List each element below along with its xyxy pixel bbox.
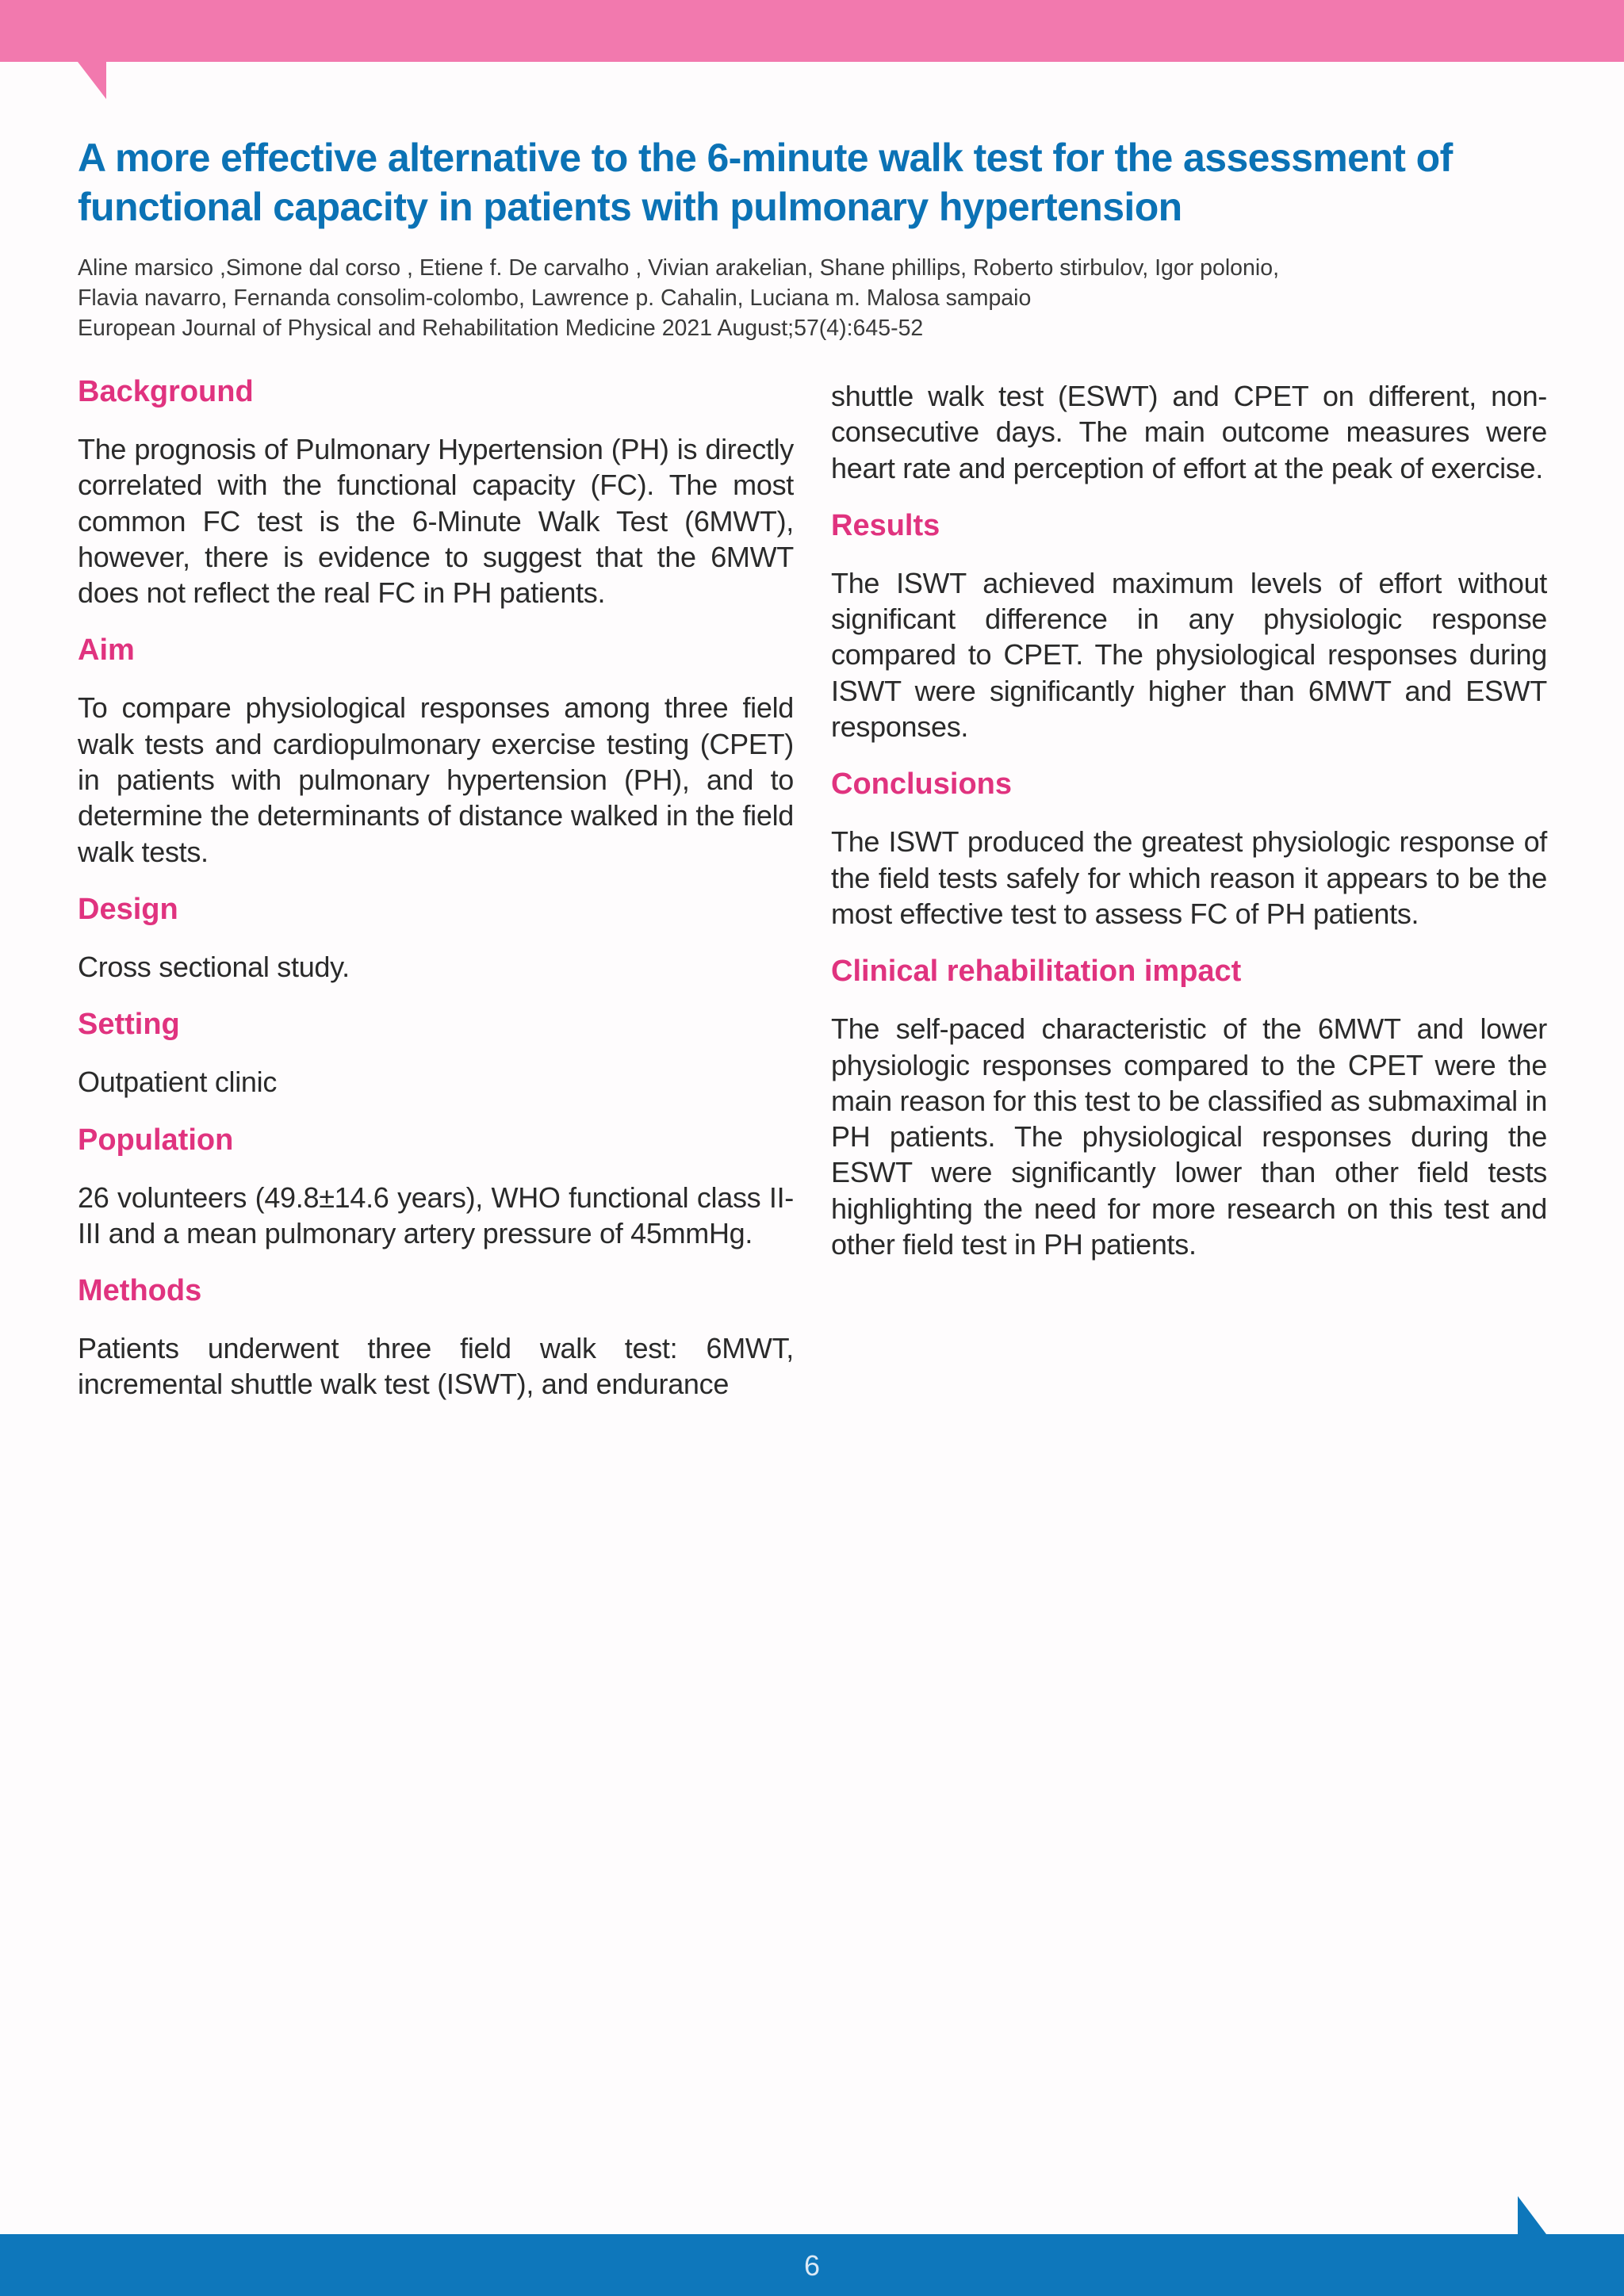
header-band <box>0 0 1624 62</box>
conclusions-text: The ISWT produced the greatest physiologic response of the field tests safely for which reason it appears to be the most effective test to assess FC of PH patients. <box>831 825 1547 930</box>
footer-tab-decoration <box>1518 2196 1546 2234</box>
methods-text-part-1: Patients underwent three field walk test: 6MWT, incremental shuttle walk test (ISWT), and endurance <box>78 1332 794 1401</box>
header-tab-decoration <box>78 62 106 99</box>
methods-text-part-2: shuttle walk test (ESWT) and CPET on different, non-consecutive days. The main outcome measures were heart rate and perception of effort at the peak of exercise. <box>831 380 1547 484</box>
right-column <box>831 378 1547 1283</box>
design-text: Cross sectional study. <box>78 950 350 983</box>
results-text: The ISWT achieved maximum levels of effort without significant difference in any physiologic response compared to CPET. The physiological responses during ISWT were significantly higher than 6MWT and ESWT responses. <box>831 566 1547 744</box>
population-heading: Population <box>78 1123 234 1157</box>
authors-line-2: Flavia navarro, Fernanda consolim-colombo, Lawrence p. Cahalin, Luciana m. Malosa sampaio <box>78 285 1032 311</box>
methods-heading: Methods <box>78 1274 202 1308</box>
conclusions-heading: Conclusions <box>831 767 1013 802</box>
aim-text: To compare physiological responses among three field walk tests and cardiopulmonary exercise testing (CPET) in patients with pulmonary hypertension (PH), and to determine the determinants of distance walked in the field walk tests. <box>78 691 794 868</box>
page-number: 6 <box>803 2249 821 2282</box>
results-heading: Results <box>831 508 940 542</box>
byline <box>78 253 1553 343</box>
left-column <box>78 373 794 1423</box>
journal-citation: European Journal of Physical and Rehabilitation Medicine 2021 August;57(4):645-52 <box>78 316 924 341</box>
clinical-impact-text: The self-paced characteristic of the 6MWT and lower physiologic responses compared to the CPET were the main reason for this test to be classified as submaximal in PH patients. The physiological responses during the ESWT were significantly lower than other field tests highlighting the need for more research on this test and other field test in PH patients. <box>831 1012 1547 1261</box>
background-heading: Background <box>78 375 254 408</box>
clinical-impact-heading: Clinical rehabilitation impact <box>831 955 1242 989</box>
article-title: A more effective alternative to the 6-minute walk test for the assessment of functional capacity in patients with pulmonary hypertension <box>78 136 1453 229</box>
authors-line-1: Aline marsico ,Simone dal corso , Etiene f. De carvalho , Vivian arakelian, Shane phillips, Roberto stirbulov, Igor polonio, <box>78 255 1279 281</box>
background-text: The prognosis of Pulmonary Hypertension (PH) is directly correlated with the functional capacity (FC). The most common FC test is the 6-Minute Walk Test (6MWT), however, there is evidence to suggest that the 6MWT does not reflect the real FC in PH patients. <box>78 433 794 610</box>
population-text: 26 volunteers (49.8±14.6 years), WHO functional class II-III and a mean pulmonary artery pressure of 45mmHg. <box>78 1181 794 1249</box>
aim-heading: Aim <box>78 633 135 668</box>
setting-text: Outpatient clinic <box>78 1066 278 1099</box>
setting-heading: Setting <box>78 1008 180 1042</box>
design-heading: Design <box>78 892 178 926</box>
